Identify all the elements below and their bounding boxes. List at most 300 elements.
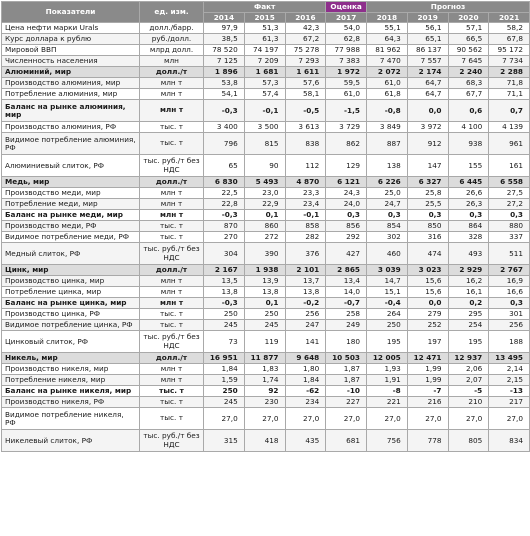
value-cell: 0,3 [326,210,367,221]
value-cell: -0,1 [244,100,285,122]
unit-cell: млн т [140,100,204,122]
value-cell: 337 [489,232,530,243]
value-cell: 6 121 [326,177,367,188]
value-cell: 15,1 [367,287,408,298]
unit-cell: тыс. руб./т без НДС [140,243,204,265]
value-cell: 15,6 [407,287,448,298]
value-cell: 64,7 [407,89,448,100]
value-cell: -0,1 [285,210,326,221]
indicator-label: Видимое потребление алюминия, РФ [2,133,140,155]
value-cell: 92 [244,386,285,397]
value-cell: 245 [244,320,285,331]
indicator-label: Никелевый слиток, РФ [2,430,140,452]
value-cell: 2 174 [407,67,448,78]
indicator-label: Мировой ВВП [2,45,140,56]
table-row [2,276,530,287]
indicator-label: Производство меди, РФ [2,221,140,232]
value-cell: 1 896 [204,67,245,78]
value-cell: 141 [285,331,326,353]
table-row [2,89,530,100]
value-cell: 3 500 [244,122,285,133]
value-cell: -5 [448,386,489,397]
table-row [2,397,530,408]
value-cell: 282 [285,232,326,243]
year-header: 2021 [489,13,530,23]
value-cell: 854 [367,221,408,232]
value-cell: 65,1 [407,34,448,45]
value-cell: 252 [407,320,448,331]
indicator-label: Цена нефти марки Urals [2,23,140,34]
value-cell: 860 [244,221,285,232]
value-cell: 71,1 [489,89,530,100]
value-cell: 7 557 [407,56,448,67]
value-cell: 6 830 [204,177,245,188]
value-cell: 376 [285,243,326,265]
value-cell: -0,3 [204,210,245,221]
unit-cell: тыс. т [140,232,204,243]
value-cell: 27,0 [326,408,367,430]
indicator-label: Никель, мир [2,353,140,364]
table-row [2,45,530,56]
value-cell: 292 [326,232,367,243]
value-cell: 24,0 [326,199,367,210]
value-cell: 12 471 [407,353,448,364]
unit-header: ед. изм. [140,2,204,23]
value-cell: 3 972 [407,122,448,133]
indicator-label: Цинк, мир [2,265,140,276]
table-row [2,122,530,133]
value-cell: 119 [244,331,285,353]
value-cell: 756 [367,430,408,452]
value-cell: 22,5 [204,188,245,199]
unit-cell: тыс. т [140,408,204,430]
value-cell: 16,1 [448,287,489,298]
value-cell: 301 [489,309,530,320]
value-cell: -0,5 [285,100,326,122]
value-cell: -8 [367,386,408,397]
value-cell: 1,87 [326,364,367,375]
indicator-label: Численность населения [2,56,140,67]
value-cell: 815 [244,133,285,155]
indicator-label: Алюминиевый слиток, РФ [2,155,140,177]
value-cell: 59,5 [326,78,367,89]
value-cell: 0,0 [407,100,448,122]
value-cell: 112 [285,155,326,177]
value-cell: 195 [367,331,408,353]
table-row [2,34,530,45]
value-cell: -0,3 [204,298,245,309]
indicator-label: Производство цинка, РФ [2,309,140,320]
value-cell: 0,3 [367,210,408,221]
unit-cell: млрд долл. [140,45,204,56]
indicator-label: Курс доллара к рублю [2,34,140,45]
unit-cell: долл./т [140,265,204,276]
value-cell: 221 [367,397,408,408]
unit-cell: тыс. руб./т без НДС [140,430,204,452]
value-cell: 870 [204,221,245,232]
value-cell: 887 [367,133,408,155]
value-cell: 64,3 [367,34,408,45]
value-cell: -7 [407,386,448,397]
value-cell: 58,1 [285,89,326,100]
value-cell: 264 [367,309,408,320]
table-row [2,243,530,265]
value-cell: 90 562 [448,45,489,56]
value-cell: 16,9 [489,276,530,287]
value-cell: 25,0 [367,188,408,199]
table-row [2,298,530,309]
unit-cell: тыс. т [140,309,204,320]
value-cell: 0,0 [407,298,448,309]
value-cell: 61,3 [244,34,285,45]
value-cell: 2,14 [489,364,530,375]
value-cell: 796 [204,133,245,155]
year-header: 2020 [448,13,489,23]
value-cell: 6 558 [489,177,530,188]
value-cell: 938 [448,133,489,155]
value-cell: 51,3 [244,23,285,34]
value-cell: 2,07 [448,375,489,386]
value-cell: 27,5 [489,188,530,199]
value-cell: 147 [407,155,448,177]
section-row [2,353,530,364]
value-cell: 13,7 [285,276,326,287]
indicator-label: Алюминий, мир [2,67,140,78]
value-cell: -62 [285,386,326,397]
value-cell: 304 [204,243,245,265]
value-cell: 838 [285,133,326,155]
table-row [2,386,530,397]
value-cell: 129 [326,155,367,177]
value-cell: 97,9 [204,23,245,34]
value-cell: 4 100 [448,122,489,133]
value-cell: 805 [448,430,489,452]
value-cell: 1,93 [367,364,408,375]
indicator-label: Производство никеля, мир [2,364,140,375]
value-cell: 961 [489,133,530,155]
value-cell: 15,6 [407,276,448,287]
table-row [2,210,530,221]
value-cell: 9 648 [285,353,326,364]
table-row [2,331,530,353]
value-cell: 67,8 [489,34,530,45]
table-row [2,188,530,199]
value-cell: 1,84 [285,375,326,386]
fact-header: Факт [204,2,326,13]
value-cell: 74 197 [244,45,285,56]
value-cell: 27,0 [489,408,530,430]
value-cell: 22,9 [244,199,285,210]
value-cell: 258 [326,309,367,320]
value-cell: 155 [448,155,489,177]
value-cell: 3 613 [285,122,326,133]
value-cell: 24,3 [326,188,367,199]
value-cell: 27,2 [489,199,530,210]
value-cell: 77 988 [326,45,367,56]
value-cell: 1,99 [407,375,448,386]
value-cell: 27,0 [407,408,448,430]
value-cell: 435 [285,430,326,452]
year-header: 2017 [326,13,367,23]
value-cell: 3 039 [367,265,408,276]
value-cell: 13,8 [285,287,326,298]
value-cell: 1,99 [407,364,448,375]
value-cell: 195 [448,331,489,353]
value-cell: 3 023 [407,265,448,276]
value-cell: 67,7 [448,89,489,100]
indicator-label: Медный слиток, РФ [2,243,140,265]
indicator-label: Потребление цинка, мир [2,287,140,298]
value-cell: 6 327 [407,177,448,188]
value-cell: -0,7 [326,298,367,309]
value-cell: 7 734 [489,56,530,67]
indicator-label: Баланс на рынке алюминия, мир [2,100,140,122]
value-cell: 65 [204,155,245,177]
value-cell: 418 [244,430,285,452]
value-cell: 2 072 [367,67,408,78]
value-cell: 68,3 [448,78,489,89]
unit-cell: долл./т [140,353,204,364]
value-cell: 1 611 [285,67,326,78]
section-row [2,177,530,188]
value-cell: -0,2 [285,298,326,309]
value-cell: 27,0 [285,408,326,430]
value-cell: 256 [489,320,530,331]
unit-cell: долл./т [140,177,204,188]
unit-cell: млн т [140,287,204,298]
indicator-label: Баланс на рынке меди, мир [2,210,140,221]
unit-cell: млн т [140,298,204,309]
value-cell: 2 167 [204,265,245,276]
value-cell: 0,3 [448,210,489,221]
value-cell: 856 [326,221,367,232]
header-row [2,2,530,13]
value-cell: 13,8 [204,287,245,298]
value-cell: 1,80 [285,364,326,375]
value-cell: 390 [244,243,285,265]
value-cell: 90 [244,155,285,177]
value-cell: 1,84 [204,364,245,375]
value-cell: 778 [407,430,448,452]
value-cell: 16,2 [448,276,489,287]
indicator-label: Производство меди, мир [2,188,140,199]
indicator-label: Потребление меди, мир [2,199,140,210]
value-cell: 2 865 [326,265,367,276]
unit-cell: тыс. руб./т без НДС [140,331,204,353]
year-header: 2014 [204,13,245,23]
value-cell: 2 767 [489,265,530,276]
value-cell: 227 [326,397,367,408]
value-cell: -0,4 [367,298,408,309]
value-cell: 2,06 [448,364,489,375]
table-row [2,309,530,320]
value-cell: 57,3 [244,78,285,89]
indicators-header: Показатели [2,2,140,23]
unit-cell: тыс. т [140,133,204,155]
value-cell: 27,0 [367,408,408,430]
value-cell: 270 [204,232,245,243]
value-cell: 0,3 [489,298,530,309]
value-cell: 27,0 [448,408,489,430]
value-cell: -0,3 [204,100,245,122]
value-cell: 1 938 [244,265,285,276]
table-row [2,221,530,232]
value-cell: 0,2 [448,298,489,309]
value-cell: 0,6 [448,100,489,122]
value-cell: 78 520 [204,45,245,56]
value-cell: 61,0 [326,89,367,100]
value-cell: -13 [489,386,530,397]
table-row [2,430,530,452]
value-cell: 460 [367,243,408,265]
forecast-table [1,1,530,452]
value-cell: 247 [285,320,326,331]
value-cell: 16 951 [204,353,245,364]
table-row [2,78,530,89]
unit-cell: млн т [140,276,204,287]
value-cell: 511 [489,243,530,265]
unit-cell: долл./барр. [140,23,204,34]
table-row [2,100,530,122]
unit-cell: млн т [140,188,204,199]
unit-cell: млн т [140,199,204,210]
value-cell: 0,7 [489,100,530,122]
value-cell: 427 [326,243,367,265]
value-cell: 1 681 [244,67,285,78]
value-cell: 10 503 [326,353,367,364]
value-cell: 493 [448,243,489,265]
value-cell: 1 972 [326,67,367,78]
value-cell: 316 [407,232,448,243]
value-cell: 67,2 [285,34,326,45]
value-cell: 12 005 [367,353,408,364]
estimate-header: Оценка [326,2,367,13]
value-cell: 279 [407,309,448,320]
value-cell: 880 [489,221,530,232]
value-cell: 38,5 [204,34,245,45]
unit-cell: млн т [140,78,204,89]
value-cell: 862 [326,133,367,155]
unit-cell: тыс. т [140,386,204,397]
year-header: 2015 [244,13,285,23]
value-cell: 24,7 [367,199,408,210]
value-cell: 27,0 [244,408,285,430]
unit-cell: млн т [140,89,204,100]
value-cell: 61,0 [367,78,408,89]
value-cell: 7 209 [244,56,285,67]
indicator-label: Производство алюминия, мир [2,78,140,89]
indicator-label: Видимое потребление цинка, РФ [2,320,140,331]
value-cell: 0,3 [489,210,530,221]
value-cell: 23,3 [285,188,326,199]
value-cell: 245 [204,397,245,408]
value-cell: 57,1 [448,23,489,34]
value-cell: 7 125 [204,56,245,67]
value-cell: 250 [204,309,245,320]
indicator-label: Производство алюминия, РФ [2,122,140,133]
value-cell: 25,8 [407,188,448,199]
value-cell: 7 293 [285,56,326,67]
table-row [2,56,530,67]
value-cell: 3 729 [326,122,367,133]
value-cell: 315 [204,430,245,452]
unit-cell: руб./долл. [140,34,204,45]
year-header: 2018 [367,13,408,23]
value-cell: 210 [448,397,489,408]
value-cell: 217 [489,397,530,408]
unit-cell: млн [140,56,204,67]
unit-cell: млн т [140,364,204,375]
value-cell: 138 [367,155,408,177]
table-row [2,199,530,210]
value-cell: 2 240 [448,67,489,78]
value-cell: 250 [367,320,408,331]
value-cell: 850 [407,221,448,232]
value-cell: 188 [489,331,530,353]
value-cell: 16,6 [489,287,530,298]
value-cell: -0,8 [367,100,408,122]
value-cell: 57,6 [285,78,326,89]
unit-cell: млн т [140,375,204,386]
value-cell: 249 [326,320,367,331]
value-cell: 3 849 [367,122,408,133]
value-cell: 161 [489,155,530,177]
value-cell: 2 288 [489,67,530,78]
value-cell: 250 [204,386,245,397]
unit-cell: млн т [140,210,204,221]
value-cell: 2 929 [448,265,489,276]
value-cell: 73 [204,331,245,353]
value-cell: 245 [204,320,245,331]
value-cell: 1,74 [244,375,285,386]
value-cell: 7 645 [448,56,489,67]
value-cell: 1,83 [244,364,285,375]
value-cell: 13,9 [244,276,285,287]
value-cell: 66,5 [448,34,489,45]
value-cell: 62,8 [326,34,367,45]
value-cell: 13 495 [489,353,530,364]
value-cell: 12 937 [448,353,489,364]
indicator-label: Видимое потребление никеля, РФ [2,408,140,430]
indicator-label: Медь, мир [2,177,140,188]
indicator-label: Баланс на рынке цинка, мир [2,298,140,309]
value-cell: 681 [326,430,367,452]
section-row [2,265,530,276]
value-cell: 55,1 [367,23,408,34]
value-cell: 13,5 [204,276,245,287]
value-cell: 54,1 [204,89,245,100]
value-cell: 1,87 [326,375,367,386]
value-cell: 6 445 [448,177,489,188]
value-cell: 81 962 [367,45,408,56]
section-row [2,67,530,78]
value-cell: 912 [407,133,448,155]
unit-cell: тыс. т [140,397,204,408]
value-cell: 13,4 [326,276,367,287]
indicator-label: Производство цинка, мир [2,276,140,287]
value-cell: 858 [285,221,326,232]
value-cell: 834 [489,430,530,452]
value-cell: 13,8 [244,287,285,298]
table-row [2,320,530,331]
value-cell: 0,3 [407,210,448,221]
value-cell: 5 493 [244,177,285,188]
indicator-label: Цинковый слиток, РФ [2,331,140,353]
value-cell: 230 [244,397,285,408]
value-cell: -10 [326,386,367,397]
value-cell: 86 137 [407,45,448,56]
value-cell: 180 [326,331,367,353]
